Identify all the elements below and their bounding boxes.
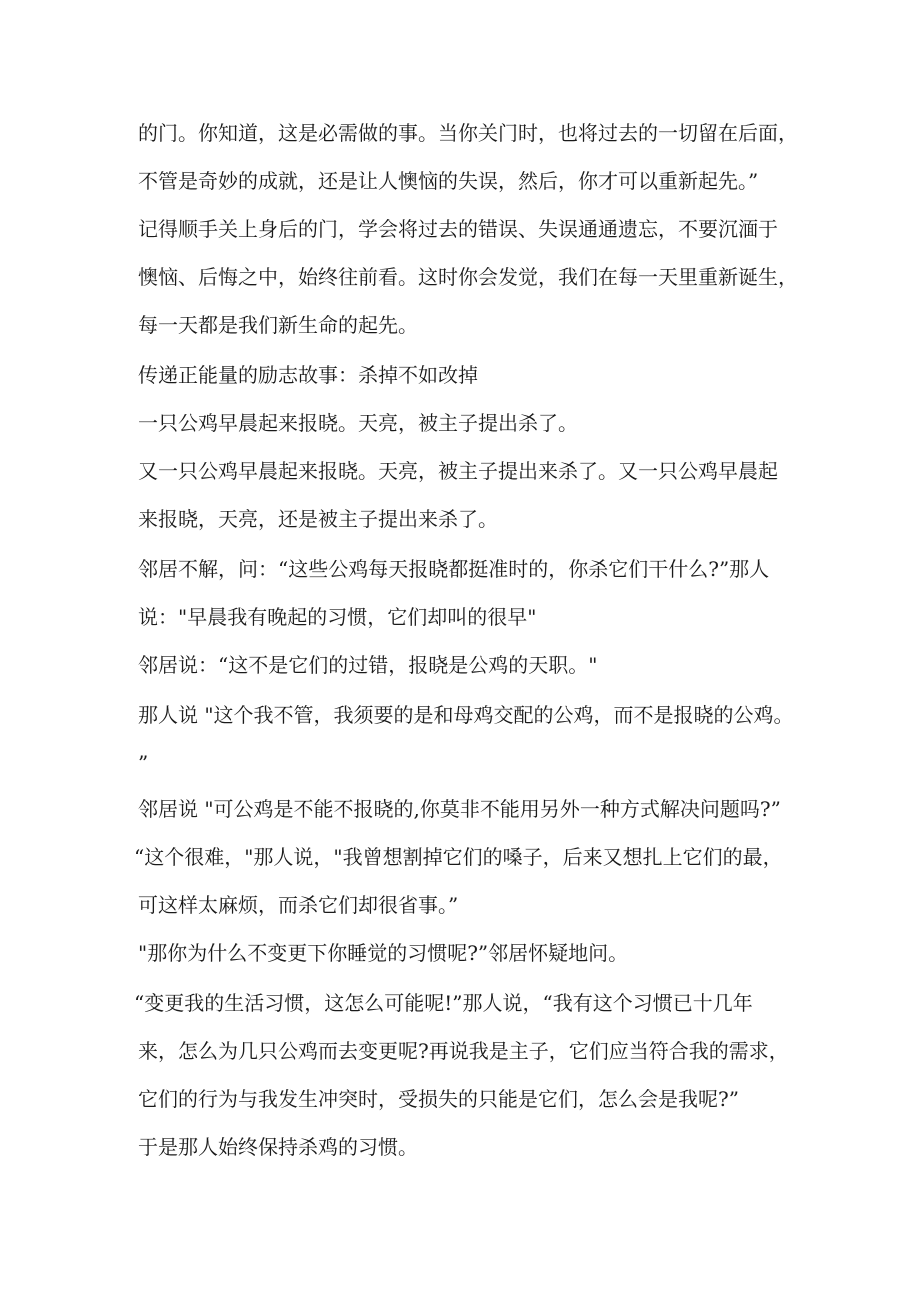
text-line: “变更我的生活习惯，这怎么可能呢!”那人说，“我有这个习惯已十几年 [134,991,753,1015]
text-line: "那你为什么不变更下你睡觉的习惯呢?”邻居怀疑地问。 [138,941,629,965]
text-line: 邻居不解，问：“这些公鸡每天报晓都挺准时的，你杀它们干什么?”那人 [138,557,770,581]
section-heading: 传递正能量的励志故事：杀掉不如改掉 [138,363,478,387]
text-line: 来，怎么为几只公鸡而去变更呢?再说我是主子，它们应当符合我的需求， [138,1039,789,1063]
text-line: 说："早晨我有晚起的习惯，它们却叫的很早" [138,605,537,629]
text-line: 懊恼、后悔之中，始终往前看。这时你会发觉，我们在每一天里重新诞生， [138,265,798,289]
text-line: ” [138,751,149,775]
text-line: 它们的行为与我发生冲突时，受损失的只能是它们，怎么会是我呢?” [138,1087,739,1111]
text-line: 的门。你知道，这是必需做的事。当你关门时，也将过去的一切留在后面， [138,121,798,145]
text-line: 不管是奇妙的成就，还是让人懊恼的失误，然后，你才可以重新起先。” [138,169,759,193]
text-line: 于是那人始终保持杀鸡的习惯。 [138,1135,418,1159]
text-line: 记得顺手关上身后的门，学会将过去的错误、失误通通遗忘，不要沉湎于 [138,217,778,241]
text-line: “这个很难，"那人说，"我曾想割掉它们的嗓子，后来又想扎上它们的最， [134,845,783,869]
text-line: 那人说 "这个我不管，我须要的是和母鸡交配的公鸡，而不是报晓的公鸡。 [138,703,794,727]
text-line: 每一天都是我们新生命的起先。 [138,313,418,337]
text-line: 又一只公鸡早晨起来报晓。天亮，被主子提出来杀了。又一只公鸡早晨起 [138,459,778,483]
text-line: 来报晓，天亮，还是被主子提出来杀了。 [138,507,498,531]
text-line: 可这样太麻烦，而杀它们却很省事。” [138,893,459,917]
text-line: 邻居说 "可公鸡是不能不报晓的,你莫非不能用另外一种方式解决问题吗?” [138,797,781,821]
text-line: 邻居说：“这不是它们的过错，报晓是公鸡的天职。" [138,653,598,677]
text-line: 一只公鸡早晨起来报晓。天亮，被主子提出杀了。 [138,411,578,435]
